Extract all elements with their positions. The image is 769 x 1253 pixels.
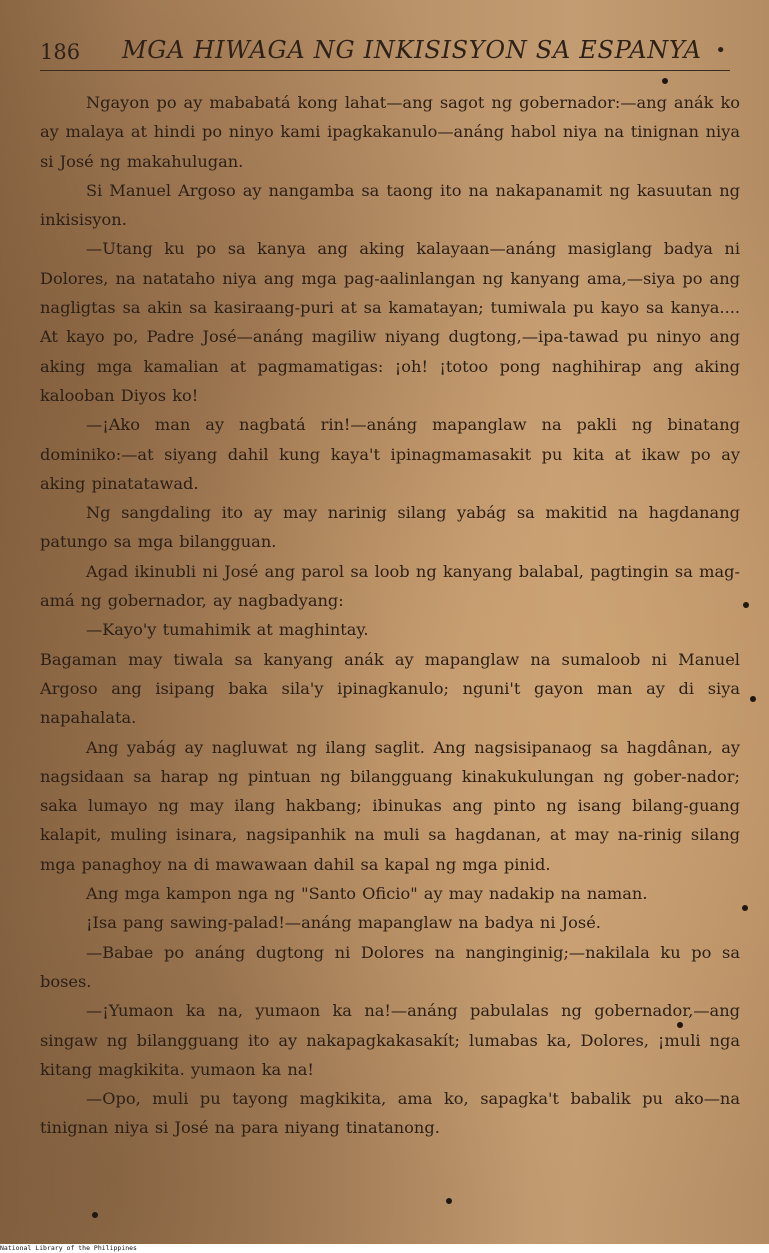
running-title: MGA HIWAGA NG INKISISYON SA ESPANYA bbox=[122, 36, 702, 64]
page-number: 186 bbox=[40, 40, 81, 64]
paragraph-4: —¡Ako man ay nagbatá rin!—anáng mapanglaw na pakli ng binatang dominiko:—at siyang dahil kung kaya't ipinagmamasakit pu kita at ikaw po ay aking pinatatawad. bbox=[40, 415, 740, 493]
paragraph-8: Bagaman may tiwala sa kanyang anák ay mapanglaw na sumaloob ni Manuel Argoso ang isipang baka sila'y ipinagkanulo; nguni't gayon man ay di siya napahalata. bbox=[40, 649, 740, 728]
paragraph-3: —Utang ku po sa kanya ang aking kalayaan—anáng masiglang badya ni Dolores, na natataho niya ang mga pag-aalinlangan ng kanyang ama,—siya po ang nagligtas sa akin sa kasiraang-puri at sa kamatayan; tumiwala pu kayo sa kanya.... At kayo po, Padre José—anáng magiliw niyang dugtong,—ipa-tawad pu ninyo ang aking mga kamalian at pagmamatigas: ¡oh! ¡totoo pong naghihirap ang aking kalooban Diyos ko! bbox=[40, 239, 740, 405]
body-text bbox=[40, 88, 740, 1143]
paragraph-14: —Opo, muli pu tayong magkikita, ama ko, sapagka't babalik pu ako—na tinignan niya si José na para niyang tinatanong. bbox=[40, 1089, 740, 1138]
print-speck bbox=[742, 905, 748, 911]
print-speck bbox=[446, 1198, 452, 1204]
print-speck bbox=[750, 696, 756, 702]
paragraph-7: —Kayo'y tumahimik at maghintay. bbox=[86, 620, 369, 640]
print-speck bbox=[92, 1212, 98, 1218]
print-speck bbox=[662, 78, 668, 84]
header-ornament: • bbox=[715, 40, 726, 61]
print-speck bbox=[677, 1022, 683, 1028]
paragraph-9: Ang yabág ay nagluwat ng ilang saglit. Ang nagsisipanaog sa hagdânan, ay nagsidaan sa harap ng pintuan ng bilangguang kinakukulungan ng gober-nador; saka lumayo ng may ilang hakbang; ibinukas ang pinto ng isang bilang-guang kalapit, muling isinara, nagsipanhik na muli sa hagdanan, at may na-rinig silang mga panaghoy na di mawawaan dahil sa kapal ng mga pinid. bbox=[40, 737, 740, 874]
page-header bbox=[40, 36, 730, 71]
paragraph-5: Ng sangdaling ito ay may narinig silang yabág sa makitid na hagdanang patungo sa mga bilangguan. bbox=[40, 503, 740, 552]
print-speck bbox=[743, 602, 749, 608]
paragraph-2: Si Manuel Argoso ay nangamba sa taong ito na nakapanamit ng kasuutan ng inkisisyon. bbox=[40, 180, 740, 230]
paragraph-11: ¡Isa pang sawing-palad!—anáng mapanglaw na badya ni José. bbox=[86, 913, 601, 933]
paragraph-12: —Babae po anáng dugtong ni Dolores na nanginginig;—nakilala ku po sa boses. bbox=[40, 942, 740, 991]
library-credit: National Library of the Philippines bbox=[0, 1244, 137, 1252]
footer-bar bbox=[0, 1244, 769, 1253]
paragraph-13: —¡Yumaon ka na, yumaon ka na!—anáng pabulalas ng gobernador,—ang singaw ng bilangguang ito ay nakapagkakasakít; lumabas ka, Dolores, ¡muli nga kitang magkikita. yumaon ka na! bbox=[40, 1001, 740, 1079]
paragraph-1: Ngayon po ay mababatá kong lahat—ang sagot ng gobernador:—ang anák ko ay malaya at hindi po ninyo kami ipagkakanulo—anáng habol niya na tinignan niya si José ng makahulugan. bbox=[40, 93, 740, 171]
paragraph-6: Agad ikinubli ni José ang parol sa loob ng kanyang balabal, pagtingin sa mag-amá ng gobernador, ay nagbadyang: bbox=[40, 561, 740, 611]
paragraph-10: Ang mga kampon nga ng "Santo Oficio" ay may nadakip na naman. bbox=[86, 884, 648, 904]
